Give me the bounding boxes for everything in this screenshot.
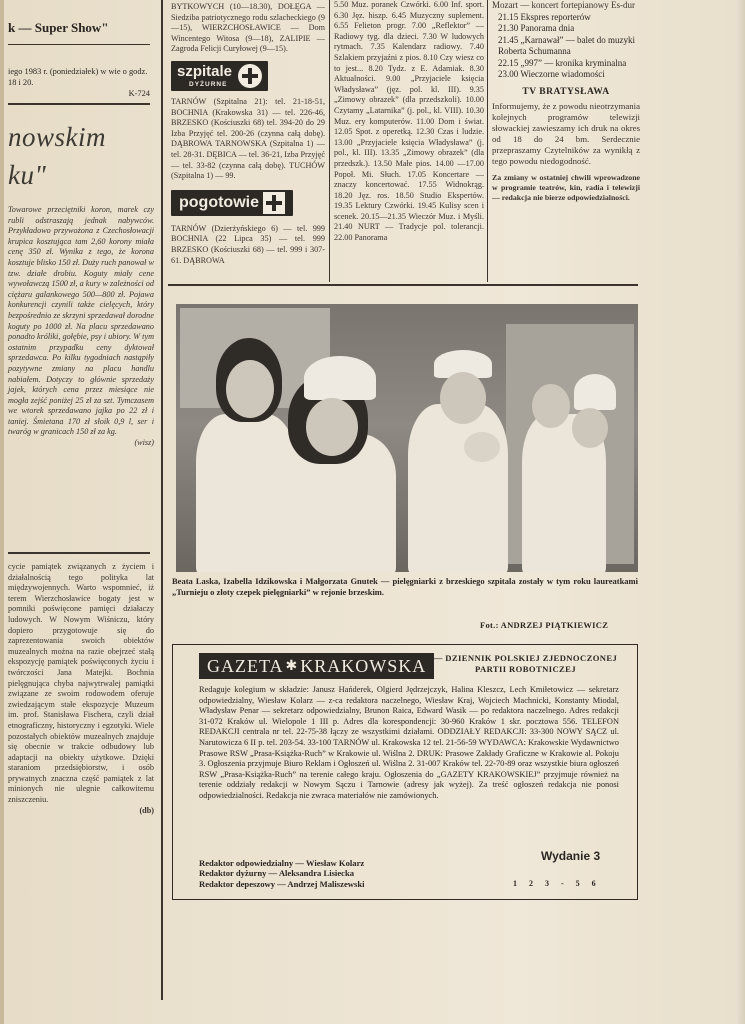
- market-article: [8, 205, 154, 449]
- market-article-signature: (wisz): [134, 438, 154, 448]
- market-article-text: Towarowe przeciętniki koron, marek czy rubli odstraszają jednak nabywców. Przykładowo przywożona z Czechosłowacji krupica kosztująca tam 2,60 korony miała cenę 350 zł. Wynika z tego, że korona kosztuje blisko 150 zł. Duży ruch panował w tzw. działe drobiu. Koguty miały cene wywoławczą 1500 zł, a kury w zależności od ciężaru galankowego 500—800 zł. Pojawa konkurencji czynili także cielęcych, który bezpośrednio ze skrzyni sprzedawał dorodne koguty po 1000 zł. Na placu sprzedawano ponadto króliki, gołębie, psy i ubiory. W tym ostatnim przypadku ceny dyktował sprzedawca. Po kilku tygodniach nastąpiły pozytywne zmiany na placu handlu nabiałem. Dotyczy to głównie sprzedaży jajek, których cena przez miesiące nie mogła zejść poniżej 25 zł za szt. Tymczasem we wtorek sprzedawano jajka po 22 zł i taniej. Śmietana 170 zł słoik 0,9 l, ser i twaróg w granicach 150 zł za kg.: [8, 205, 154, 437]
- divider: [8, 103, 150, 105]
- tv-program-item: 22.15 „997” — kronika kryminalna: [498, 57, 627, 68]
- logo-word-krakowska: KRAKOWSKA: [300, 655, 427, 676]
- ad-code: K-724: [128, 89, 150, 98]
- section-divider: [168, 284, 638, 286]
- masthead-imprint: Redaguje kolegium w składzie: Janusz Hańderek, Olgierd Jędrzejczyk, Halina Kleszcz, Lech Kmiłetowicz — sekretarz odpowiedzialny, Wiesław Kolarz — z-ca redaktora naczelnego, Wiesław Kraj, Wojciech Machnicki, Konstanty Miodal, Władysław Penar — sekretarz odpowiedzialny, Brunon Raica, Edward Wasik — po redaktora naczelnego. Adres redakcji 31-072 Kraków ul. Wielopole 1 III p. Adres dla korespondencji: 30-960 Kraków 1 skr. pocztowa 556. TELEFON REDAKCJI centrala nr tel. 22-75-38 łączy ze wszystkimi działami. ODDZIAŁY REDAKCJI: 33-300 NOWY SĄCZ ul. Narutowicza 6 II p. tel. 203-54. 33-100 TARNÓW ul. Krakowska 12 tel. 21-56-59 WYDAWCA: Krakowskie Wydawnictwo Prasowe RSW „Prasa-Książka-Ruch” w Krakowie ul. Wiślna 2. DRUK: Prasowe Zakłady Graficzne w Krakowie al. Pokoju 3. Ogłoszenia przyjmuje Biuro Reklam i Ogłoszeń ul. Wiślna 2. 31-007 Kraków tel. 22-70-89 oraz wszystkie biura ogłoszeń RSW „Prasa-Książka-Ruch” na terenie całego kraju. Ogłoszenia do „GAZETY KRAKOWSKIEJ” przyjmuje również na terenie oddziały redakcji w Nowym Sączu i Tarnowie (adresy jak wyżej). Za treść ogłoszeń redakcja nie ponosi odpowiedzialności. Redakcja nie zwraca materiałów nie zamówionych.: [199, 685, 619, 800]
- tv-program-column: [492, 0, 640, 203]
- ambulance-list: TARNÓW (Dzierżyńskiego 6) — tel. 999 BOCHNIA (22 Lipca 35) — tel. 999 BRZESKO (Kościuszki 68) — tel. 999 i 307-61. DĄBROWA: [171, 223, 325, 265]
- ad-text: iego 1983 r. (poniedziałek) w wie o godz. 18 i 20.: [8, 67, 148, 87]
- logo-word-gazeta: GAZETA: [207, 655, 284, 676]
- photo-caption: Beata Laska, Izabella Idzikowska i Małgorzata Gnutek — pielęgniarki z brzeskiego szpitala zostały w tym roku laureatkami „Turnieju o złoty czepek pielęgniarki” w rejonie brzeskim.: [172, 576, 638, 597]
- medical-cross-icon: [238, 64, 262, 88]
- left-column: [4, 0, 154, 1024]
- column-rule: [161, 0, 163, 1000]
- museum-article: [8, 562, 154, 816]
- museums-list: BYTKOWYCH (10—18.30), DOŁĘGA — Siedziba patriotycznego rodu szlacheckiego (9—15), WIERZCHOSŁAWICE — Dom Wincentego Witosa (9—18), ZALIPIE — Zagroda Felicji Curyłowej (9—15).: [171, 2, 325, 54]
- masthead-subtitle: — DZIENNIK POLSKIEJ ZJEDNOCZONEJ PARTII ROBOTNICZEJ: [433, 653, 618, 674]
- column-rule: [487, 0, 488, 282]
- tv-bratyslawa-notice: Informujemy, że z powodu nieotrzymania kolejnych programów telewizji słowackiej zawieszamy ich druk na okres od 18 do 24 bm. Serdecznie przepraszamy Czytelników za wynikłą z tego powodu niedogodność.: [492, 100, 640, 166]
- headline-line-2: ku": [8, 160, 47, 190]
- szpitale-subtitle: DYŻURNE: [189, 81, 228, 89]
- edition-code: 1 2 3 - 5 6: [513, 879, 601, 888]
- program-changes-note: Za zmiany w ostatniej chwili wprowadzone w programie teatrów, kin, radia i telewizji — redakcja nie bierze odpowiedzialności.: [492, 172, 640, 202]
- tv-bratyslawa-heading: TV BRATYSŁAWA: [522, 86, 610, 97]
- nurses-photo: [176, 304, 638, 572]
- photo-credit: Fot.: ANDRZEJ PIĄTKIEWICZ: [480, 620, 609, 630]
- headline-line-1: nowskim: [8, 122, 106, 152]
- tv-program-item: 21.45 „Karnawał” — balet do muzyki Roberta Schumanna: [498, 34, 635, 56]
- masthead-box: [172, 644, 638, 900]
- star-icon: ✱: [285, 658, 299, 674]
- museum-article-signature: (db): [139, 805, 154, 815]
- ambulance-cross-icon: [263, 192, 285, 214]
- museum-article-text: cycie pamiątek związanych z życiem i działalnością tego polityka lat międzywojennych. Warto wspomnieć, iż terem Wierzchosławice bogaty jest w pomniki poświęcone pamięci działaczy ludowych. W Nowym Wiśniczu, który dopiero przygotowuje się do zaprezentowania swoich obiektów muzealnych można na razie obejrzeć stałą ekspozycję pamiątek poświęconych życiu i twórczości Jana Matejki. Bochnia pielęgnująca chyba najwytrwalej pamiątki związane ze swoim rodowodem oferuje zwiedzającym stałe ekspozycje Muzeum im. prof. Stanisława Fischera, czyli dział etnograficzny, historyczny i egzotyki. Wiele pozostałych obiektów muzealnych znajduje się obecnie w trakcie odbudowy lub adaptacji na obiekty użytkowe. Dzięki staraniom przedsiębiorstw, i osób prywatnych znaczna część pamiątek z lat minionych nie ulegnie całkowitemu zniszczeniu.: [8, 562, 154, 805]
- szpitale-title: szpitale: [177, 63, 233, 81]
- divider: [8, 552, 150, 554]
- column-rule: [329, 0, 330, 282]
- szpitale-banner: [171, 61, 325, 91]
- pogotowie-title: pogotowie: [179, 193, 259, 211]
- pogotowie-banner: [171, 190, 325, 216]
- hospitals-list: TARNÓW (Szpitalna 21): tel. 21-18-51, BOCHNIA (Krakowska 31) — tel. 226-46, BRZESKO (Kościuszki 68) tel. 394-20 do 29 Izba Przyjęć tel. 200-26 (czynna całą dobę). DĄBROWA TARNOWSKA (Szpitalna 1) — tel. 28-31. DĘBICA — tel. 36-21, Izba Przyjęć — tel. 33-82 (czynna całą dobę). TUCHÓW (Szpitalna 1) — 99.: [171, 96, 325, 181]
- radio-program-column: [334, 0, 484, 244]
- tv-program-item: 23.00 Wieczorne wiadomości: [498, 69, 605, 79]
- gazeta-krakowska-logo: [199, 653, 434, 679]
- services-column: [171, 0, 325, 266]
- tv-program-item: 21.30 Panorama dnia: [498, 23, 575, 33]
- tv-program-item: 21.15 Ekspres reporterów: [498, 11, 591, 22]
- edition-label: Wydanie 3: [541, 849, 601, 863]
- tv-program-list: [492, 12, 640, 81]
- editor-line: Redaktor dyżurny — Aleksandra Lisiecka: [199, 868, 355, 879]
- editor-line: Redaktor odpowiedzialny — Wiesław Kolarz: [199, 858, 365, 868]
- page-fold: [737, 0, 745, 1024]
- editors-list: [199, 858, 499, 889]
- ad-title: k — Super Show": [8, 20, 109, 35]
- tv-program-intro: Mozart — koncert fortepianowy Es-dur: [492, 0, 635, 10]
- radio-program: 5.50 Muz. poranek Czwórki. 6.00 Inf. sport. 6.30 Jęz. hiszp. 6.45 Muzyczny suplement. 6.55 Felieton progr. 7.00 „Reflektor” — Radiowy tyg. dla dzieci. 7.30 W ludowych rytmach. 7.35 Kalendarz radiowy. 7.40 Szlakiem przyjaźni z pios. 8.10 Czy wiesz co to jest... 8.20 Tydz. z E. Adamiak. 8.30 Aktualności. 9.00 „Przyjaciele księcia Władysława” (jęz. pol. kl. III). 9.35 „Zimowy obrazek” (dla przedszkoli). 10.00 Czytamy „Latarnika” (j. pol., kl. VIII). 10.30 Muz. ery komputerów. 11.00 Dom i świat. 12.05 Spot. z operetką. 12.30 Czas i ludzie. 13.00 „Przyjaciele księcia Władysława” (j. pol., kl. III). 13.35 „Zimowy obrazek” (dla przedszk.). 13.50 Małe pios. 14.00 —17.00 Popoł. Mi. Słuch. 17.05 Koncertare — znaczy koncertować. 17.55 Widnokrąg. 18.20 Jęz. ros. 18.50 Studio Ekspertów. 19.35 Lektury Czwórki. 19.45 Kulisy scen i scenek. 20.15—21.35 Wieczór Muz. i Myśli. 21.40 NURT — Tradycje pol. tolerancji. 22.00 Panorama: [334, 0, 484, 243]
- divider: [8, 44, 150, 45]
- editor-line: Redaktor depeszowy — Andrzej Maliszewski: [199, 878, 365, 889]
